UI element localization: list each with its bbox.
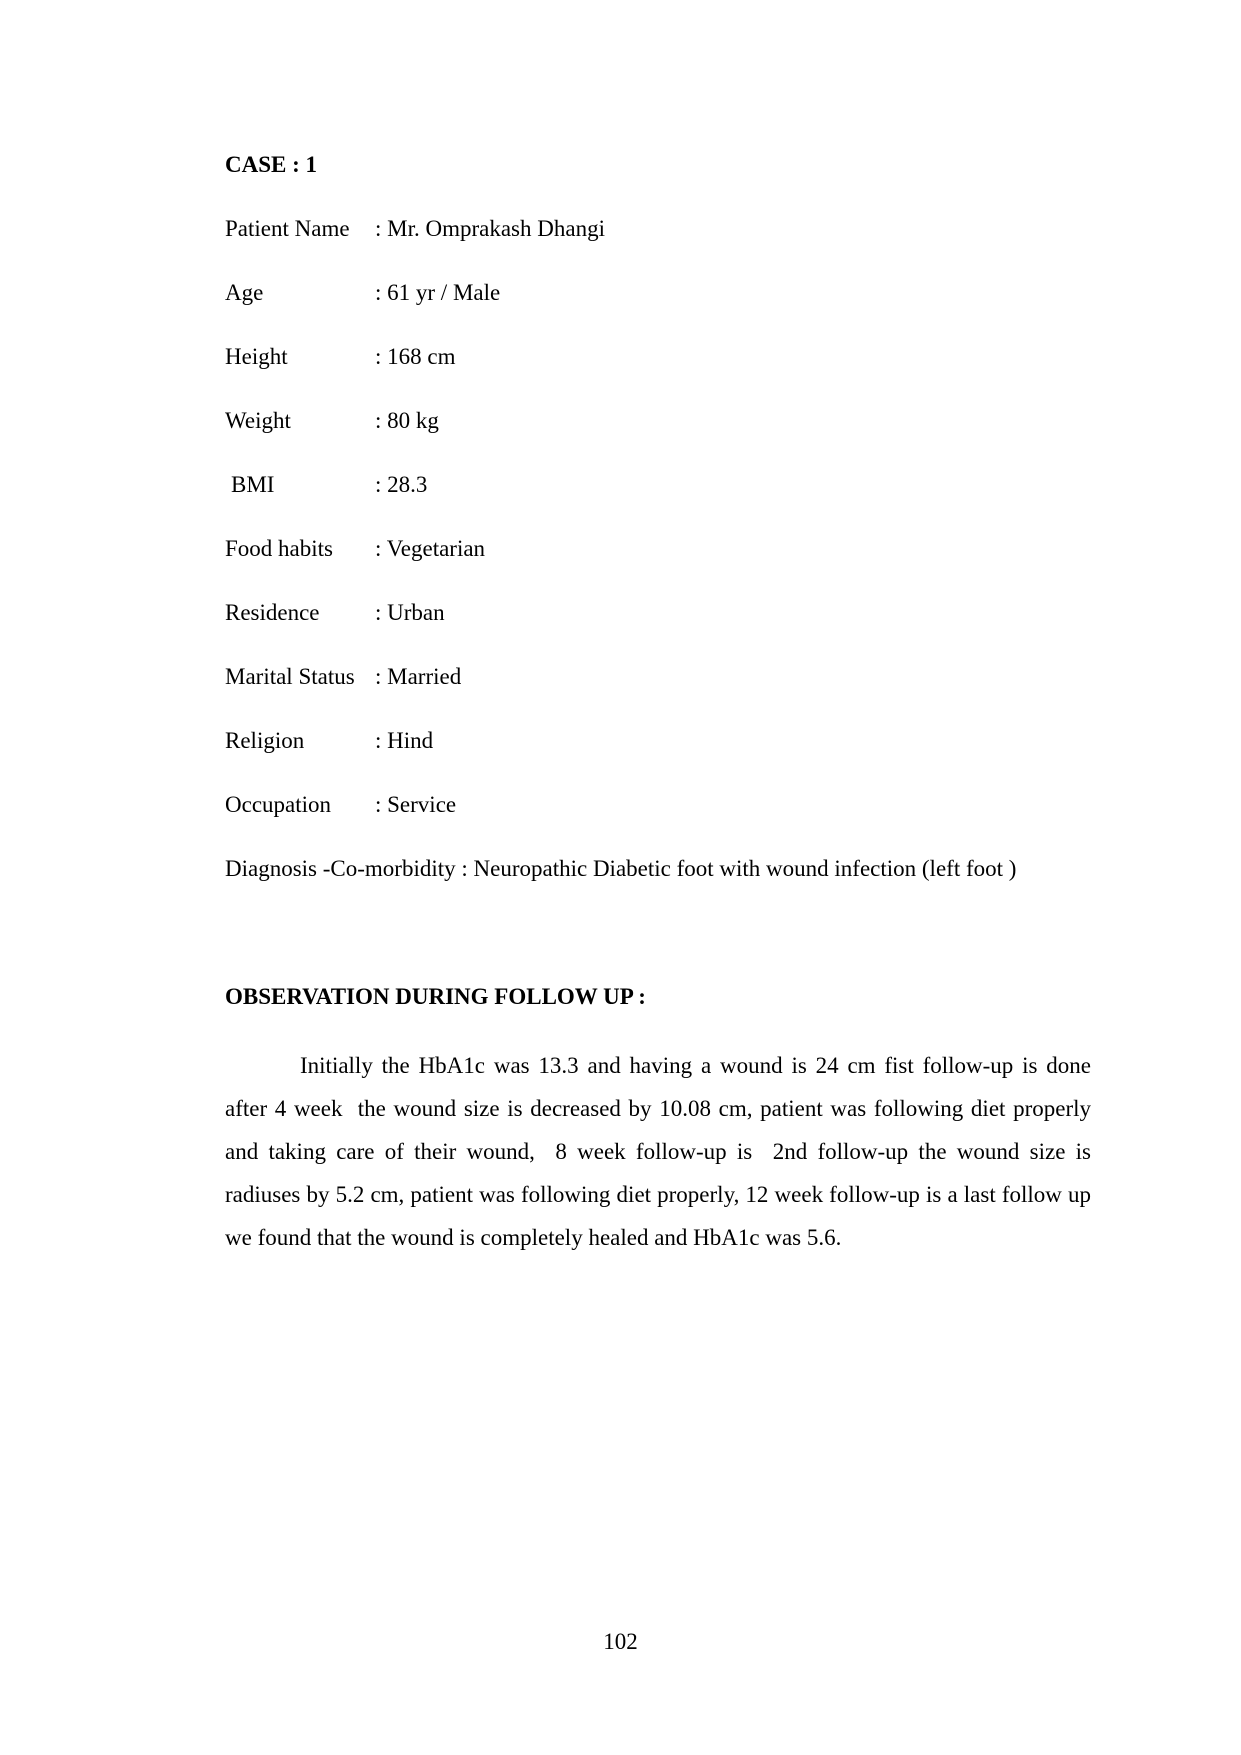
field-marital-status — [225, 662, 605, 726]
field-label: Weight — [225, 408, 291, 433]
field-patient-name — [225, 214, 605, 278]
field-bmi — [225, 470, 605, 534]
field-weight — [225, 406, 605, 470]
field-value: : Hind — [375, 728, 434, 753]
field-value: : 168 cm — [375, 344, 456, 369]
field-label: Marital Status — [225, 664, 355, 689]
field-label: Residence — [225, 600, 320, 625]
field-value: : Married — [375, 664, 462, 689]
field-value: : 61 yr / Male — [375, 280, 501, 305]
field-age — [225, 278, 605, 342]
field-label: Patient Name — [225, 216, 350, 241]
field-value: : Vegetarian — [375, 536, 486, 561]
page-number: 102 — [603, 1629, 638, 1654]
field-label: Age — [225, 280, 264, 305]
field-label: Height — [225, 344, 288, 369]
observation-heading: OBSERVATION DURING FOLLOW UP : — [225, 984, 646, 1009]
field-value: : 28.3 — [375, 472, 428, 497]
field-food-habits — [225, 534, 605, 598]
field-value: : 80 kg — [375, 408, 439, 433]
field-residence — [225, 598, 605, 662]
diagnosis-line: Diagnosis -Co-morbidity : Neuropathic Diabetic foot with wound infection (left foot ) — [225, 856, 1017, 881]
field-label: Religion — [225, 728, 305, 753]
field-label: BMI — [231, 472, 275, 497]
patient-details-list — [225, 214, 605, 854]
field-height — [225, 342, 605, 406]
field-label: Food habits — [225, 536, 333, 561]
case-title: CASE : 1 — [225, 152, 318, 177]
field-value: : Urban — [375, 600, 445, 625]
field-occupation — [225, 790, 605, 854]
field-religion — [225, 726, 605, 790]
field-value: : Mr. Omprakash Dhangi — [375, 216, 605, 241]
observation-paragraph: Initially the HbA1c was 13.3 and having a wound is 24 cm fist follow-up is done after 4 week the wound size is decreased by 10.08 cm, patient was following diet properly and taking care of their wound, 8 week follow-up is 2nd follow-up the wound size is radiuses by 5.2 cm, patient was following diet properly, 12 week follow-up is a last follow up we found that the wound is completely healed and HbA1c was 5.6. — [225, 1053, 1097, 1250]
field-value: : Service — [375, 792, 457, 817]
field-label: Occupation — [225, 792, 332, 817]
